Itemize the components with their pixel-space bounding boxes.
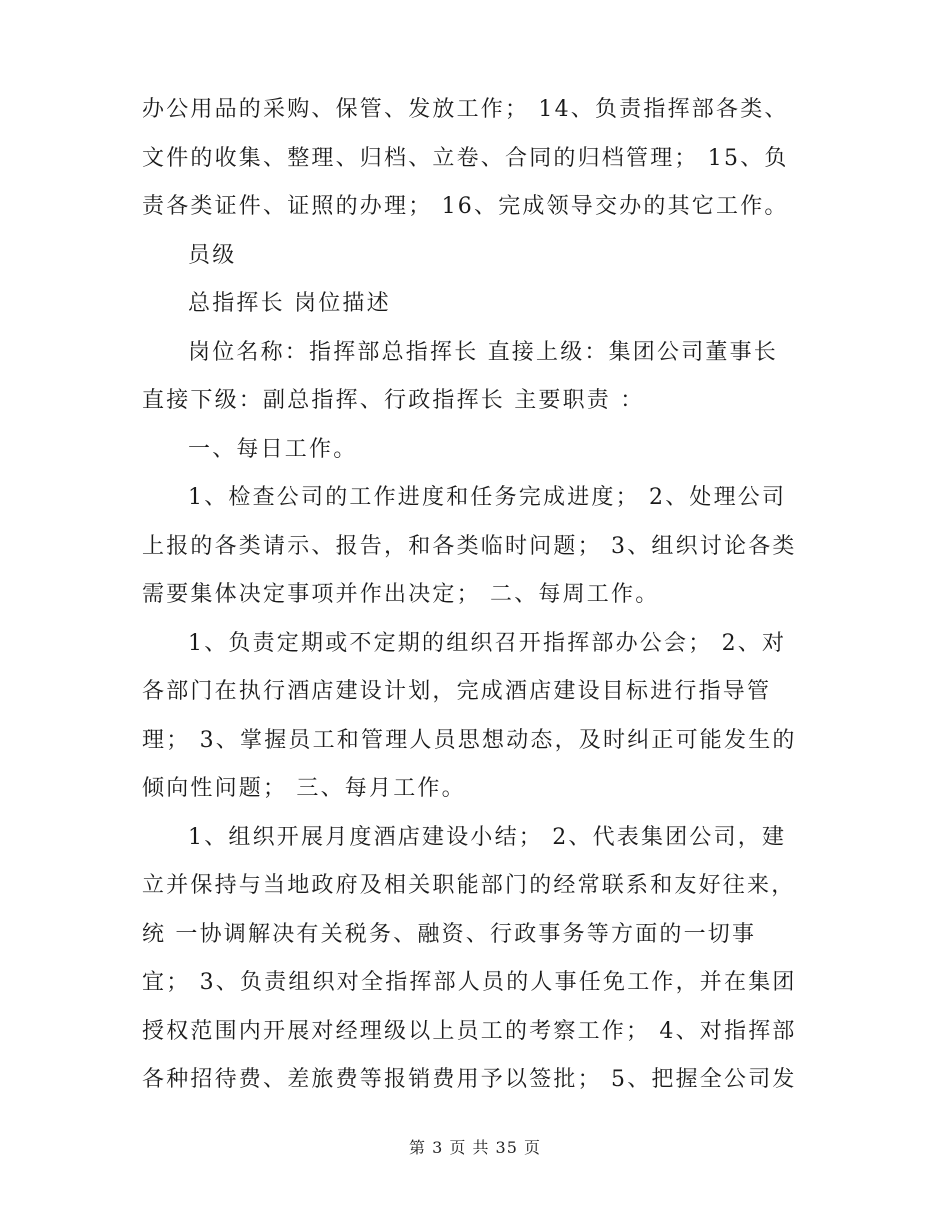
text-line: 1、组织开展月度酒店建设小结； 2、代表集团公司，建 <box>188 824 787 850</box>
text-line: 文件的收集、整理、归档、立卷、合同的归档管理； 15、负 <box>142 145 789 171</box>
text-line: 一、每日工作。 <box>188 436 358 462</box>
text-line: 立并保持与当地政府及相关职能部门的经常联系和友好往来， <box>142 873 796 898</box>
text-line: 倾向性问题； 三、每月工作。 <box>142 776 466 801</box>
text-line: 岗位名称：指挥部总指挥长 直接上级：集团公司董事长 <box>188 339 778 365</box>
document-body <box>142 86 814 1105</box>
text-line: 总指挥长 岗位描述 <box>188 291 391 316</box>
text-line: 员级 <box>188 242 237 268</box>
text-line: 各部门在执行酒店建设计划，完成酒店建设目标进行指导管 <box>142 679 772 704</box>
text-line: 统 一协调解决有关税务、融资、行政事务等方面的一切事 <box>142 921 757 947</box>
text-line: 授权范围内开展对经理级以上员工的考察工作； 4、对指挥部 <box>142 1018 797 1044</box>
text-line: 责各类证件、证照的办理； 16、完成领导交办的其它工作。 <box>142 194 789 219</box>
text-line: 1、检查公司的工作进度和任务完成进度； 2、处理公司 <box>188 485 787 510</box>
text-line: 直接下级：副总指挥、行政指挥长 主要职责 ： <box>142 388 645 413</box>
page-footer: 第 3 页 共 35 页 <box>409 1138 541 1157</box>
text-line: 上报的各类请示、报告，和各类临时问题； 3、组织讨论各类 <box>142 533 797 559</box>
text-line: 办公用品的采购、保管、发放工作； 14、负责指挥部各类、 <box>142 97 789 122</box>
text-line: 理； 3、掌握员工和管理人员思想动态，及时纠正可能发生的 <box>142 727 797 753</box>
text-line: 各种招待费、差旅费等报销费用予以签批； 5、把握全公司发 <box>142 1067 797 1092</box>
text-line: 1、负责定期或不定期的组织召开指挥部办公会； 2、对 <box>188 630 787 656</box>
text-line: 宜； 3、负责组织对全指挥部人员的人事任免工作，并在集团 <box>142 970 797 995</box>
text-line: 需要集体决定事项并作出决定； 二、每周工作。 <box>142 582 660 607</box>
